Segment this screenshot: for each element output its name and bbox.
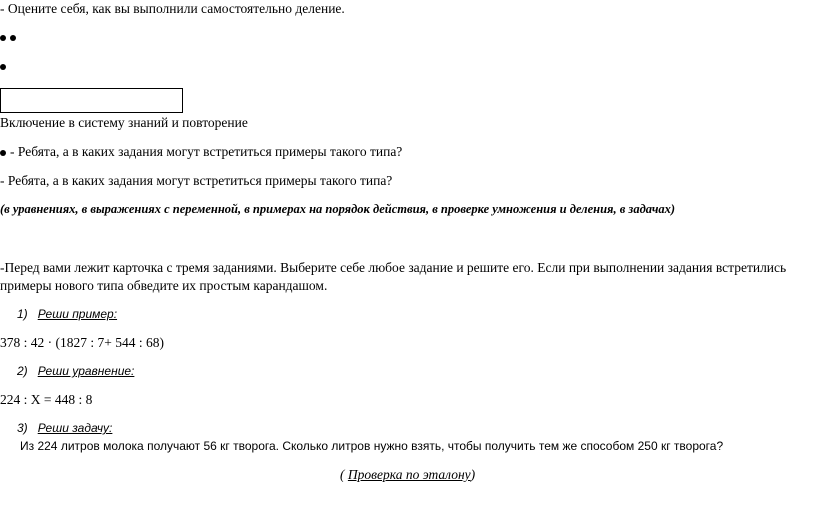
task-2-content: 224 : Х = 448 : 8	[0, 392, 93, 407]
check-line	[340, 466, 475, 483]
check-close: )	[470, 467, 476, 482]
italic-answer: (в уравнениях, в выражениях с переменной, в примерах на порядок действия, в проверке умножения и деления, в задачах)	[0, 202, 676, 216]
task-2-heading	[17, 363, 134, 380]
check-link[interactable]: Проверка по эталону	[347, 467, 471, 482]
bullet-icon	[0, 64, 6, 70]
check-open: (	[340, 467, 348, 482]
task-2-title: Реши уравнение:	[37, 364, 135, 378]
task-3-number: 3)	[17, 421, 28, 435]
empty-input-box[interactable]	[0, 88, 183, 113]
plain-question: - Ребята, а в каких задания могут встретиться примеры такого типа?	[0, 173, 393, 188]
card-instruction: -Перед вами лежит карточка с тремя заданиями. Выберите себе любое задание и решите его. Если при выполнении задания встретились примеры нового типа обведите их простым карандашом.	[0, 260, 787, 293]
bullet-icon	[0, 150, 6, 156]
intro-line: - Оцените себя, как вы выполнили самостоятельно деление.	[0, 1, 345, 16]
task-1-content: 378 : 42 · (1827 : 7+ 544 : 68)	[0, 335, 164, 350]
task-1-title: Реши пример:	[37, 307, 118, 321]
task-3-heading	[17, 420, 112, 437]
task-3-content: Из 224 литров молока получают 56 кг творога. Сколько литров нужно взять, чтобы получить тем же способом 250 кг творога?	[20, 439, 724, 453]
bullet-icon	[10, 35, 16, 41]
bullet-row-1	[0, 28, 20, 45]
bulleted-question-text: - Ребята, а в каких задания могут встретиться примеры такого типа?	[10, 144, 403, 159]
task-1-heading	[17, 306, 117, 323]
section-heading: Включение в систему знаний и повторение	[0, 115, 248, 130]
bullet-icon	[0, 35, 6, 41]
task-1-number: 1)	[17, 307, 28, 321]
task-2-number: 2)	[17, 364, 28, 378]
task-3-title: Реши задачу:	[37, 421, 113, 435]
bullet-row-2	[0, 57, 10, 74]
bulleted-question	[0, 143, 402, 160]
